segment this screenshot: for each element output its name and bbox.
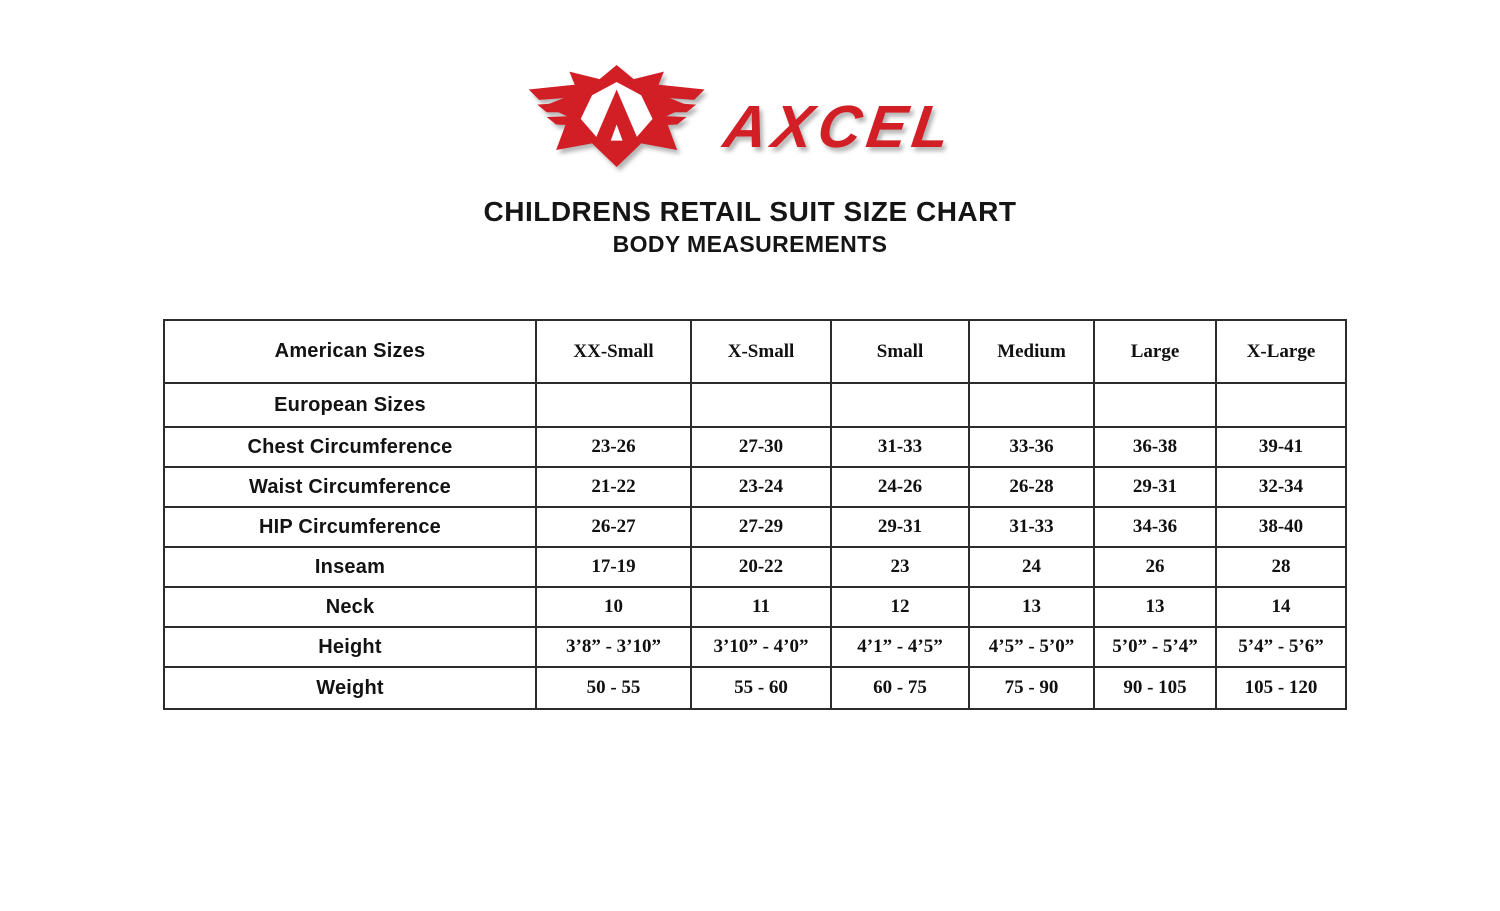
cell: 90 - 105	[1094, 667, 1216, 709]
winged-shield-a-icon	[529, 65, 705, 167]
table-row-inseam	[164, 547, 1346, 587]
table-row-hip-circumference	[164, 507, 1346, 547]
cell: 14	[1216, 587, 1346, 627]
table-row-waist-circumference	[164, 467, 1346, 507]
cell: 24-26	[831, 467, 969, 507]
cell: 11	[691, 587, 831, 627]
cell: 36-38	[1094, 427, 1216, 467]
cell: 31-33	[831, 427, 969, 467]
cell: 50 - 55	[536, 667, 691, 709]
cell: 32-34	[1216, 467, 1346, 507]
cell: 27-30	[691, 427, 831, 467]
table-header-row	[164, 320, 1346, 383]
size-chart-table	[163, 319, 1347, 710]
page-title: CHILDRENS RETAIL SUIT SIZE CHART	[483, 196, 1017, 227]
cell: 5’0” - 5’4”	[1094, 627, 1216, 667]
column-header-small: Small	[831, 320, 969, 383]
column-header-x-small: X-Small	[691, 320, 831, 383]
cell: 28	[1216, 547, 1346, 587]
cell: 13	[1094, 587, 1216, 627]
row-label: Weight	[164, 667, 536, 709]
row-label: Neck	[164, 587, 536, 627]
row-label: Height	[164, 627, 536, 667]
cell: 27-29	[691, 507, 831, 547]
table-row-neck	[164, 587, 1346, 627]
cell: 17-19	[536, 547, 691, 587]
cell: 23-24	[691, 467, 831, 507]
table-row-chest-circumference	[164, 427, 1346, 467]
cell: 5’4” - 5’6”	[1216, 627, 1346, 667]
cell: 33-36	[969, 427, 1094, 467]
page-subtitle: BODY MEASUREMENTS	[612, 231, 888, 257]
cell	[691, 383, 831, 427]
row-label: HIP Circumference	[164, 507, 536, 547]
cell: 12	[831, 587, 969, 627]
cell: 29-31	[1094, 467, 1216, 507]
column-header-large: Large	[1094, 320, 1216, 383]
brand-wordmark: AXCEL	[719, 93, 960, 161]
cell: 38-40	[1216, 507, 1346, 547]
table-row-weight	[164, 667, 1346, 709]
cell: 39-41	[1216, 427, 1346, 467]
row-label: Waist Circumference	[164, 467, 536, 507]
cell: 4’1” - 4’5”	[831, 627, 969, 667]
cell: 26-27	[536, 507, 691, 547]
axcel-logo-graphic	[518, 64, 980, 168]
column-header-x-large: X-Large	[1216, 320, 1346, 383]
cell: 55 - 60	[691, 667, 831, 709]
cell: 26	[1094, 547, 1216, 587]
cell: 20-22	[691, 547, 831, 587]
column-header-xx-small: XX-Small	[536, 320, 691, 383]
cell: 23-26	[536, 427, 691, 467]
cell: 13	[969, 587, 1094, 627]
cell: 24	[969, 547, 1094, 587]
cell	[831, 383, 969, 427]
table-row-european-sizes	[164, 383, 1346, 427]
cell: 21-22	[536, 467, 691, 507]
cell: 31-33	[969, 507, 1094, 547]
row-label: Chest Circumference	[164, 427, 536, 467]
cell: 75 - 90	[969, 667, 1094, 709]
cell: 3’10” - 4’0”	[691, 627, 831, 667]
cell	[536, 383, 691, 427]
column-header-medium: Medium	[969, 320, 1094, 383]
row-label: European Sizes	[164, 383, 536, 427]
cell: 29-31	[831, 507, 969, 547]
cell	[969, 383, 1094, 427]
brand-logo	[518, 64, 980, 168]
cell: 4’5” - 5’0”	[969, 627, 1094, 667]
cell: 10	[536, 587, 691, 627]
cell	[1216, 383, 1346, 427]
cell	[1094, 383, 1216, 427]
row-label: Inseam	[164, 547, 536, 587]
table-row-height	[164, 627, 1346, 667]
column-header-american-sizes: American Sizes	[164, 320, 536, 383]
cell: 3’8” - 3’10”	[536, 627, 691, 667]
cell: 34-36	[1094, 507, 1216, 547]
cell: 23	[831, 547, 969, 587]
cell: 105 - 120	[1216, 667, 1346, 709]
cell: 60 - 75	[831, 667, 969, 709]
cell: 26-28	[969, 467, 1094, 507]
